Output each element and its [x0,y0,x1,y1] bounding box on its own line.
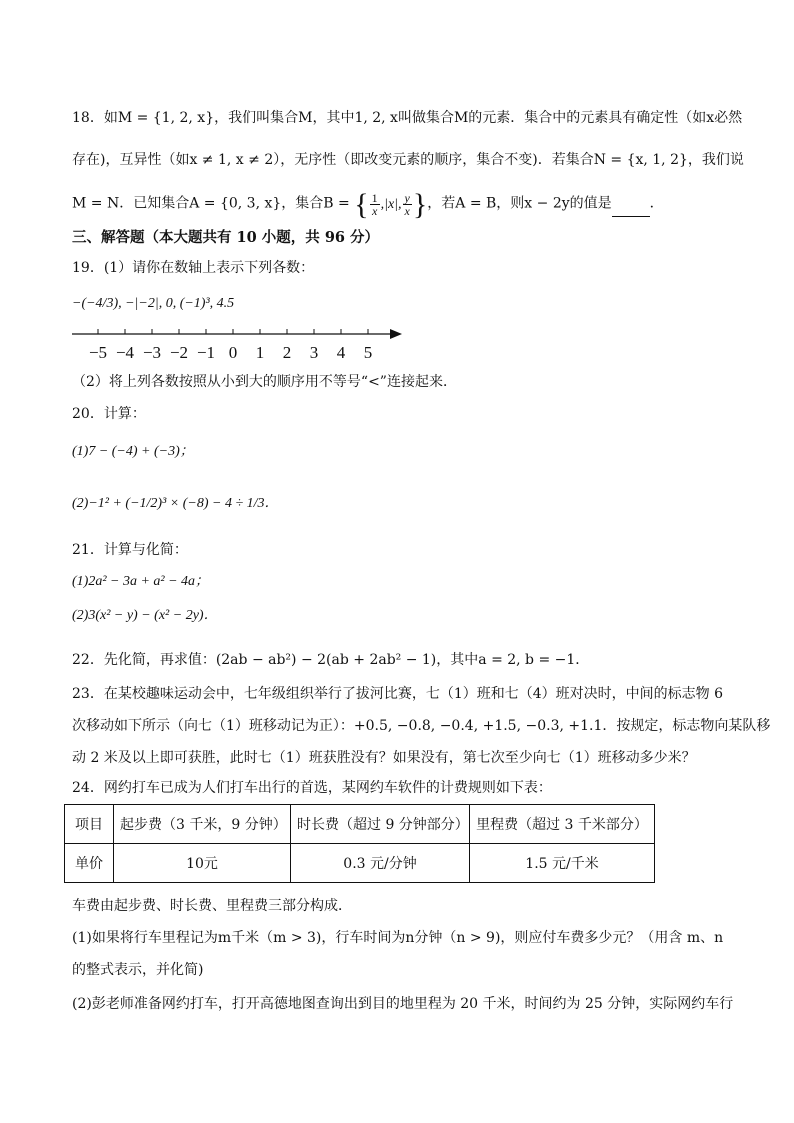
table-header-cell: 里程费（超过 3 千米部分） [470,805,655,844]
q22-text: 22．先化简，再求值：(2ab − ab²) − 2(ab + 2ab² − 1)，其中a = 2, b = −1． [72,652,590,668]
q24-intro: 24．网约打车已成为人们打车出行的首选，某网约车软件的计费规则如下表： [72,780,552,796]
table-cell: 10元 [114,844,291,883]
q18-line3-start: M = N．已知集合A = {0, 3, x}，集合B = [72,195,355,212]
number-line-label: −5 [88,343,108,362]
q18-line1: 18．如M = {1, 2, x}，我们叫集合M，其中1, 2, x叫做集合M的元素．集合中的元素具有确定性（如x必然 [72,110,743,126]
table-header-cell: 起步费（3 千米，9 分钟） [114,805,291,844]
q18-line3-middle: ，若A = B，则x − 2y的值是 [427,195,612,212]
q20-part2: (2)−1² + (−1/2)³ × (−8) − 4 ÷ 1/3． [72,496,279,511]
table-cell: 0.3 元/分钟 [291,844,470,883]
table-cell: 1.5 元/千米 [470,844,655,883]
q23-line3: 动 2 米及以上即可获胜，此时七（1）班获胜没有？如果没有，第七次至少向七（1）班移动多少米？ [72,750,696,766]
q21-title: 21．计算与化简： [72,542,188,558]
table-row [65,844,655,883]
q21-part1: (1)2a² − 3a + a² − 4a； [72,574,210,589]
answer-blank[interactable] [612,202,650,217]
q18-line3-end: ． [649,195,664,212]
q23-line2: 次移动如下所示（向七（1）班移动记为正）：+0.5, −0.8, −0.4, +1.5, −0.3, +1.1．按规定，标志物向某队移 [72,718,771,734]
q19-intro: 19．(1）请你在数轴上表示下列各数： [72,260,315,276]
table-header-cell: 项目 [65,805,114,844]
q23-line1: 23．在某校趣味运动会中，七年级组织举行了拔河比赛，七（1）班和七（4）班对决时，中间的标志物 6 [72,686,723,702]
number-line-label: −3 [142,343,162,362]
table-header-cell: 时长费（超过 9 分钟部分） [291,805,470,844]
q19-numbers: −(−4/3), −|−2|, 0, (−1)³, 4.5 [72,296,235,311]
number-line-label: 0 [228,343,238,362]
q19-part2: （2）将上列各数按照从小到大的顺序用不等号“<”连接起来． [72,374,457,390]
number-line-label: −2 [169,343,189,362]
q20-title: 20．计算： [72,406,146,422]
number-line-label: 2 [282,343,292,362]
number-line-label: 3 [309,343,319,362]
number-line-label: 1 [255,343,265,362]
number-line-label: −4 [115,343,135,362]
number-line-label: 4 [336,343,346,362]
q18-line3 [72,187,664,221]
number-line-arrow [390,329,402,339]
number-line-label: −1 [196,343,216,362]
q24-part1-line1: (1)如果将行车里程记为m千米（m > 3)，行车时间为n分钟（n > 9)，则应付车费多少元？（用含 m、n [72,930,724,946]
q24-part1-line2: 的整式表示，并化简) [72,962,204,978]
number-line-label: 5 [363,343,373,362]
q24-composition: 车费由起步费、时长费、里程费三部分构成． [72,898,352,914]
section-title: 三、解答题（本大题共有 10 小题，共 96 分） [72,229,380,246]
q24-part2-line1: (2)彭老师准备网约打车，打开高德地图查询出到目的地里程为 20 千米，时间约为 25 分钟，实际网约车行 [72,996,734,1012]
table-row [65,805,655,844]
q18-line2: 存在)，互异性（如x ≠ 1, x ≠ 2），无序性（即改变元素的顺序，集合不变)．若集合N = {x, 1, 2}，我们说 [72,152,744,168]
q20-part1: (1)7 − (−4) + (−3)； [72,444,194,459]
number-line[interactable] [70,322,410,366]
fee-table [64,804,655,883]
table-cell: 单价 [65,844,114,883]
q21-part2: (2)3(x² − y) − (x² − 2y)． [72,608,218,623]
set-b-expression: { $\frac{1}{x}$ ,|x|, $\frac{y}{x}$ } [354,187,428,221]
